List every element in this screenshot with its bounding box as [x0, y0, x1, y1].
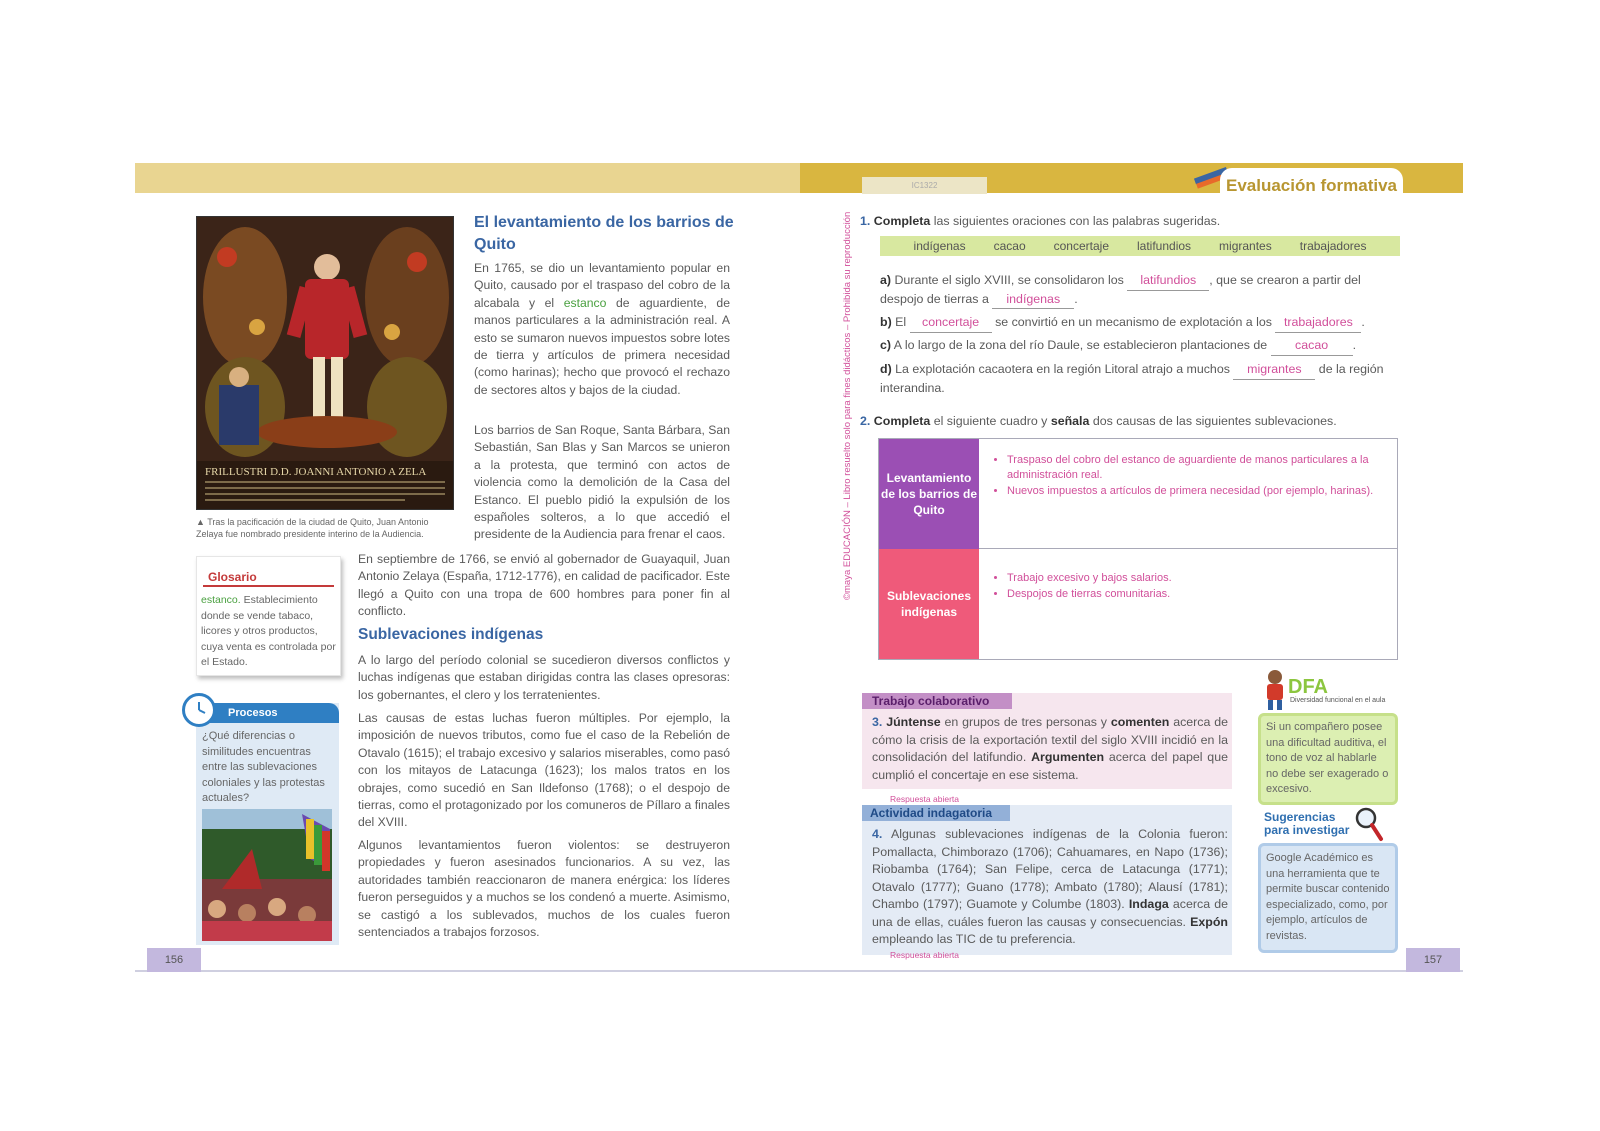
glossary-title: Glosario [203, 557, 334, 587]
answer-blank: migrantes [1233, 361, 1315, 380]
painting-inscription: FRILLUSTRI D.D. JOANNI ANTONIO A ZELA [205, 466, 427, 478]
glossary-box [196, 556, 341, 676]
row-answers [979, 439, 1397, 500]
inquiry-tag: Actividad indagatoria [862, 805, 1010, 821]
answer-blank: concertaje [910, 314, 992, 333]
painting-caption: ▲ Tras la pacificación de la ciudad de Quito, Juan Antonio Zelaya fue nombrado presidente interino de la Audiencia. [196, 517, 429, 539]
paragraph-5: Las causas de estas luchas fueron múltiples. Por ejemplo, la imposición de nuevos tributos, como fue el caso de la Rebelión de Otavalo (1615); el trabajo excesivo y salarios miserables, como pasó con los mitayos de Latacunga (1623); los malos tratos en los obrajes, como sucedió en San Ildefonso (1768); o el despojo de tierras, como el protagonizado por los comuneros de Píllaro a finales del XVIII. [358, 711, 730, 830]
answer-blank: cacao [1271, 337, 1353, 356]
protest-photo [202, 809, 332, 941]
row-header: Sublevaciones indígenas [879, 549, 979, 659]
paragraph-2: Los barrios de San Roque, Santa Bárbara, San Sebastián, San Blas y San Marcos se unieron a la protesta, que terminó con actos de violencia como la demolición de la Casa del Estanco. El pueblo pidió la expulsión de los españoles solteros, a lo que accedió el presidente de la Audiencia para frenar el caos. [474, 423, 730, 542]
dfa-subtitle: Diversidad funcional en el aula [1290, 697, 1386, 704]
procesos-title: Procesos [196, 703, 339, 723]
answer-item: • Nuevos impuestos a artículos de primera necesidad (por ejemplo, harinas). [1007, 484, 1387, 499]
copyright-vertical: ©maya EDUCACIÓN – Libro resuelto solo para fines didácticos – Prohibida su reproducción [842, 211, 853, 600]
paragraph-1: En 1765, se dio un levantamiento popular en Quito, causado por el traspaso del cobro de la alcabala y el estanco de aguardiente, de manos particulares a la administración real. A esto se sumaron nuevos impuestos sobre lotes de tierra y artículos de primera necesidad (como harinas); hecho que provocó el rechazo de sectores altos y bajos de la ciudad. [474, 261, 730, 397]
page-number-left: 156 [147, 948, 201, 972]
answer-blank: latifundios [1127, 272, 1209, 291]
word-bank-item: migrantes [1219, 239, 1272, 253]
word-bank-item: cacao [993, 239, 1026, 253]
row-answers [979, 549, 1397, 603]
answer-blank: trabajadores [1275, 314, 1361, 333]
word-bank-item: trabajadores [1299, 239, 1367, 253]
procesos-question: ¿Qué diferencias o similitudes encuentras entre las sublevaciones coloniales y las protestas actuales? [202, 730, 325, 804]
answer-item: • Trabajo excesivo y bajos salarios. [1007, 571, 1387, 586]
glossary-term-link: estanco [563, 295, 607, 310]
left-header-band [135, 163, 800, 193]
word-bank [880, 236, 1400, 256]
portrait-painting [196, 216, 454, 510]
table-row [879, 549, 1397, 659]
section-tab: Evaluación formativa [1220, 168, 1403, 204]
dfa-title: DFA [1288, 676, 1328, 698]
causes-table [878, 438, 1398, 660]
magnifier-icon [1354, 806, 1384, 842]
section-title: El levantamiento de los barrios de Quito [474, 214, 734, 253]
clock-icon [182, 693, 216, 727]
paragraph-4: A lo largo del período colonial se sucedieron diversos conflictos y luchas indígenas que estaban dirigidas contra las clases opresoras: los gobernantes, el clero y los terratenientes. [358, 653, 730, 702]
answer-item: • Despojos de tierras comunitarias. [1007, 587, 1387, 602]
word-bank-item: latifundios [1137, 239, 1192, 253]
collaborative-tag: Trabajo colaborativo [862, 693, 1012, 709]
question-1d: d) La explotación cacaotera en la región Litoral atrajo a muchos migrantes de la región interandina. [880, 362, 1384, 395]
word-bank-item: concertaje [1053, 239, 1109, 253]
answer-item: • Traspaso del cobro del estanco de aguardiente de manos particulares a la administración real. [1007, 453, 1387, 483]
question-1b: b) El concertaje se convirtió en un mecanismo de explotación a los trabajadores . [880, 314, 1400, 333]
bottom-rule [135, 970, 1463, 972]
question-1c: c) A lo largo de la zona del río Daule, se establecieron plantaciones de cacao . [880, 337, 1400, 356]
paragraph-3: En septiembre de 1766, se envió al gobernador de Guayaquil, Juan Antonio Zelaya (España, 1712-1776), en calidad de pacificador. Este llegó a Quito con una tropa de 600 hombres para poner fin al conflicto. [358, 552, 730, 619]
answer-note: Respuesta abierta [890, 950, 959, 960]
section-subtitle: Sublevaciones indígenas [358, 626, 544, 643]
page-number-right: 157 [1406, 948, 1460, 972]
answer-blank: indígenas [992, 291, 1074, 310]
question-2-prompt: 2. Completa el siguiente cuadro y señala dos causas de las siguientes sublevaciones. [860, 414, 1337, 428]
paragraph-6: Algunos levantamientos fueron violentos: se destruyeron propiedades y fueron asesinados funcionarios. A su vez, las autoridades también reaccionaron de manera enérgica: los líderes fueron perseguidos y a muchos se los condenó a muerte. Asimismo, se castigó a los sublevados, muchos de los cuales fueron sentenciados a trabajos forzosos. [358, 838, 730, 940]
question-4: 4. Algunas sublevaciones indígenas de la Colonia fueron: Pomallacta, Chimborazo (1706); Cahuamares, en Napo (1736); Riobamba (1764); San Felipe, cerca de Latacunga (1771); Otavalo (1777); Guano (1778); Ambato (1780); Alausí (1781); Chambo (1797); Guamote y Columbe (1803). Indaga acerca de una de ellas, cuáles fueron las causas y consecuencias. Expón empleando las TIC de tu preferencia. [872, 827, 1228, 946]
suggestions-box: Google Académico es una herramienta que te permite buscar contenido especializado, como, por ejemplo, artículos de revistas. [1258, 843, 1398, 953]
portrait-image [197, 217, 454, 510]
word-bank-item: indígenas [913, 239, 966, 253]
question-3: 3. Júntense en grupos de tres personas y comenten acerca de cómo la crisis de la exportación textil del siglo XVIII incidió en la consolidación del latifundio. Argumenten acerca del papel que cumplió el concertaje en ese sistema. [872, 715, 1229, 782]
question-1a: a) Durante el siglo XVIII, se consolidaron los latifundios , que se crearon a partir del despojo de tierras a indígenas . [880, 272, 1400, 309]
table-row [879, 439, 1397, 549]
child-mascot-icon [1262, 668, 1288, 712]
question-1-prompt: 1. Completa las siguientes oraciones con las palabras sugeridas. [860, 214, 1221, 228]
page-code: IC1322 [862, 177, 987, 194]
suggestions-title: Sugerencias para investigar [1264, 810, 1350, 837]
row-header: Levantamiento de los barrios de Quito [879, 439, 979, 549]
procesos-box [196, 703, 339, 945]
answer-note: Respuesta abierta [890, 794, 959, 804]
glossary-definition: estanco. Establecimiento donde se vende tabaco, licores y otros productos, cuya venta es controlada por el Estado. [201, 594, 336, 668]
dfa-box: Si un compañero posee una dificultad auditiva, el tono de voz al hablarle no debe ser exagerado o excesivo. [1258, 713, 1398, 805]
